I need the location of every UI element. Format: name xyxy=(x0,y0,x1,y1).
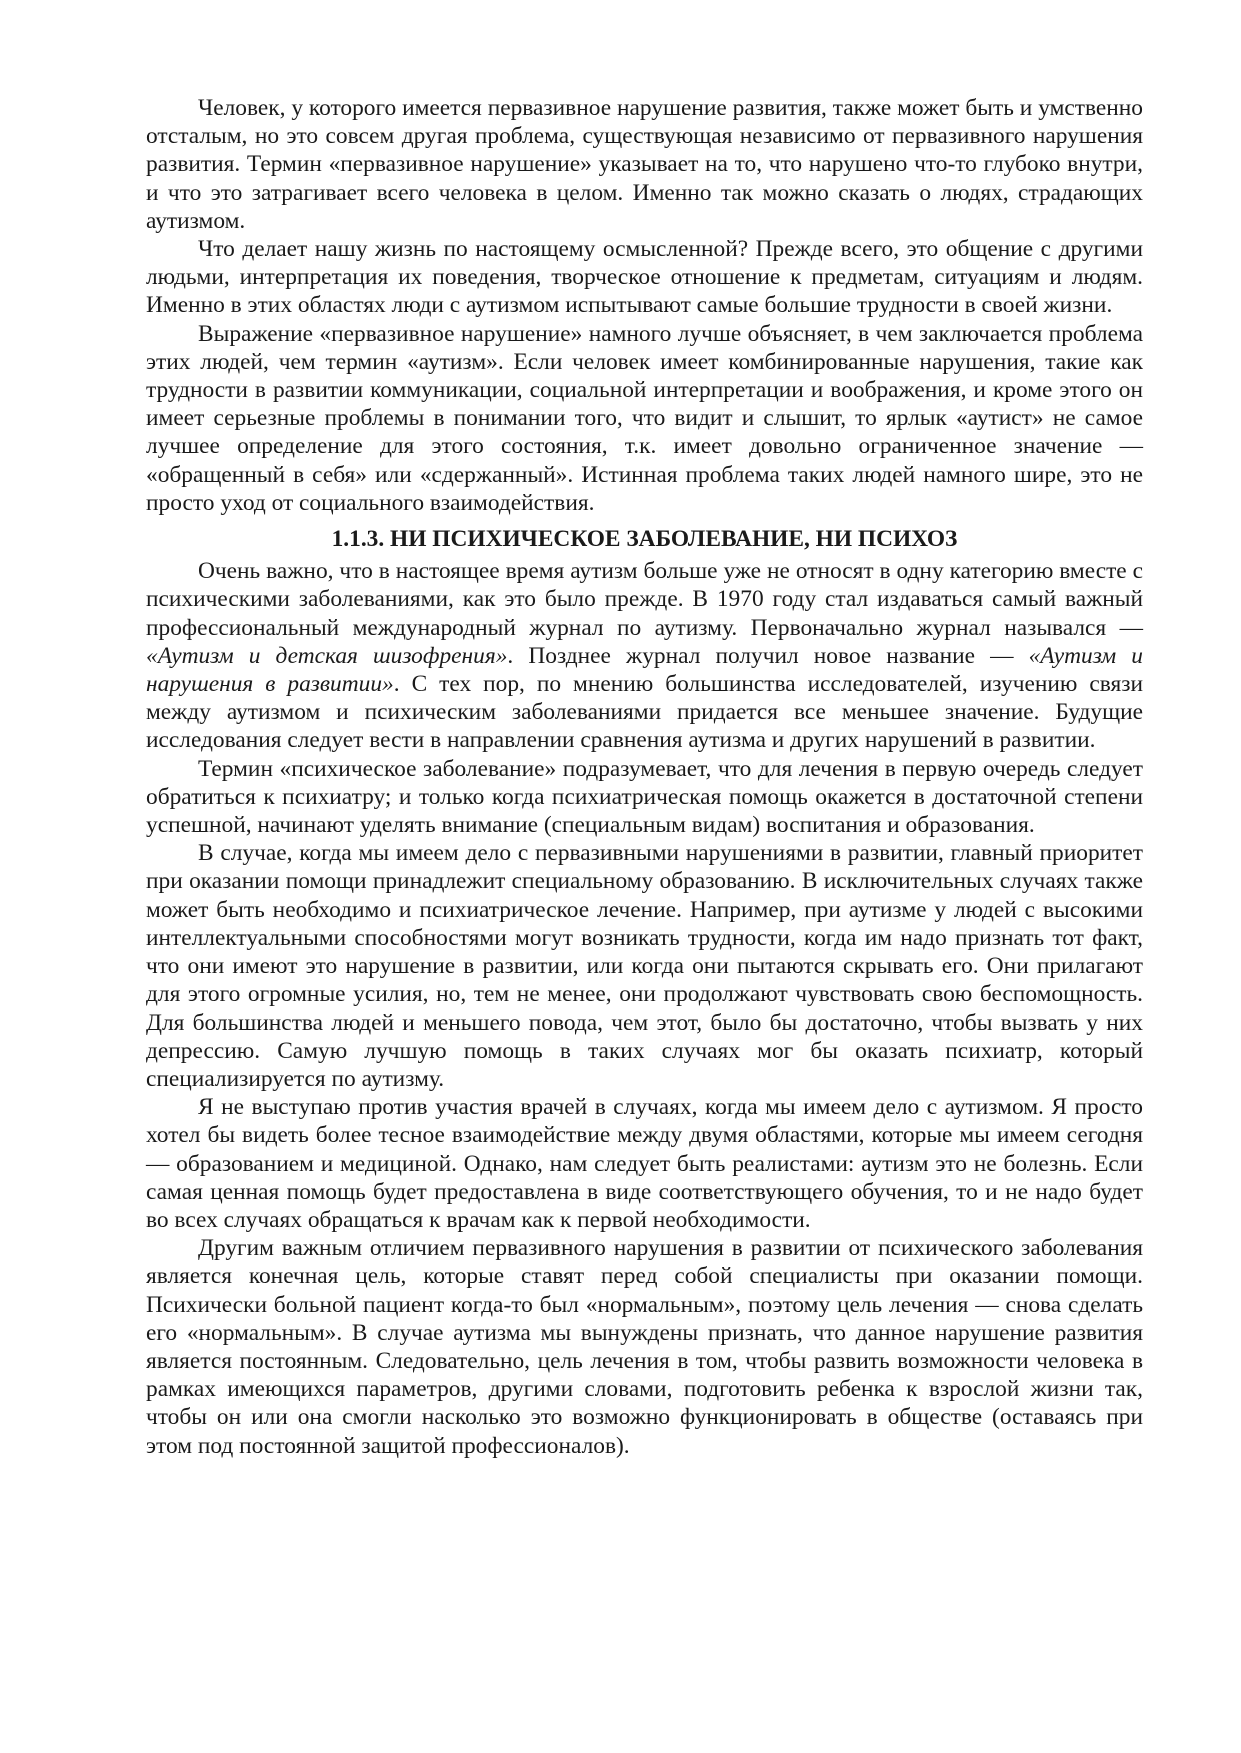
paragraph-pervasive-definition: Человек, у которого имеется первазивное нарушение развития, также может быть и умственно отсталым, но это совсем другая проблема, существующая независимо от первазивного нарушения развития. Термин «первазивное нарушение» указывает на то, что нарушено что-то глубоко внутри, и что это затрагивает всего человека в целом. Именно так можно сказать о людях, страдающих аутизмом. xyxy=(146,95,1143,234)
journal-title-1: «Аутизм и детская шизофрения» xyxy=(146,642,508,669)
page-content xyxy=(146,94,1143,1460)
journal-text-c: . С тех пор, по мнению большинства исследователей, изучению связи между аутизмом и психическим заболеваниями придается все меньшее значение. Будущие исследования следует вести в направлении сравнения аутизма и других нарушений в развитии. xyxy=(146,671,1143,754)
paragraph-mental-illness-term: Термин «психическое заболевание» подразумевает, что для лечения в первую очередь следует обратиться к психиатру; и только когда психиатрическая помощь окажется в достаточной степени успешной, начинают уделять внимание (специальным видам) воспитания и образования. xyxy=(146,755,1143,839)
paragraph-pervasive-vs-autism: Выражение «первазивное нарушение» намного лучше объясняет, в чем заключается проблема этих людей, чем термин «аутизм». Если человек имеет комбинированные нарушения, такие как трудности в развитии коммуникации, социальной интерпретации и воображения, и кроме этого он имеет серьезные проблемы в понимании того, что видит и слышит, то ярлык «аутист» не самое лучшее определение для этого состояния, т.к. имеет довольно ограниченное значение — «обращенный в себя» или «сдержанный». Истинная проблема таких людей намного шире, это не просто уход от социального взаимодействия. xyxy=(146,320,1143,516)
paragraph-meaningful-life: Что делает нашу жизнь по настоящему осмысленной? Прежде всего, это общение с другими людьми, интерпретация их поведения, творческое отношение к предметам, ситуациям и людям. Именно в этих областях люди с аутизмом испытывают самые большие трудности в своей жизни. xyxy=(146,236,1143,319)
section-heading: 1.1.3. НИ ПСИХИЧЕСКОЕ ЗАБОЛЕВАНИЕ, НИ ПСИХОЗ xyxy=(331,526,958,553)
journal-text-b: . Позднее журнал получил новое название — xyxy=(507,642,1029,669)
paragraph-doctors-cooperation: Я не выступаю против участия врачей в случаях, когда мы имеем дело с аутизмом. Я просто хотел бы видеть более тесное взаимодействие между двумя областями, которые мы имеем сегодня — образованием и медициной. Однако, нам следует быть реалистами: аутизм это не болезнь. Если самая ценная помощь будет предоставлена в виде соответствующего обучения, то и не надо будет во всех случаях обращаться к врачам как к первой необходимости. xyxy=(146,1094,1143,1233)
paragraph-treatment-goal: Другим важным отличием первазивного нарушения в развитии от психического заболевания является конечная цель, которые ставят перед собой специалисты при оказании помощи. Психически больной пациент когда-то был «нормальным», поэтому цель лечения — снова сделать его «нормальным». В случае аутизма мы вынуждены признать, что данное нарушение развития является постоянным. Следовательно, цель лечения в том, чтобы развить возможности человека в рамках имеющихся параметров, другими словами, подготовить ребенка к взрослой жизни так, чтобы он или она смогли насколько это возможно функционировать в обществе (оставаясь при этом под постоянной защитой профессионалов). xyxy=(146,1235,1143,1459)
journal-text-a: Очень важно, что в настоящее время аутизм больше уже не относят в одну категорию вместе с психическими заболеваниями, как это было прежде. В 1970 году стал издаваться самый важный профессиональный международный журнал по аутизму. Первоначально журнал назывался — xyxy=(146,558,1143,641)
journal-title-2: «Аутизм и нарушения в развитии» xyxy=(146,642,1143,698)
paragraph-journal-history xyxy=(146,557,1143,754)
paragraph-special-education-priority: В случае, когда мы имеем дело с первазивными нарушениями в развитии, главный приоритет при оказании помощи принадлежит специальному образованию. В исключительных случаях также может быть необходимо и психиатрическое лечение. Например, при аутизме у людей с высокими интеллектуальными способностями могут возникать трудности, когда им надо признать тот факт, что они имеют это нарушение в развитии, или когда они пытаются скрывать его. Они прилагают для этого огромные усилия, но, тем не менее, они продолжают чувствовать свою беспомощность. Для большинства людей и меньшего повода, чем этот, было бы достаточно, чтобы вызвать у них депрессию. Самую лучшую помощь в таких случаях мог бы оказать психиатр, который специализируется по аутизму. xyxy=(146,840,1143,1092)
